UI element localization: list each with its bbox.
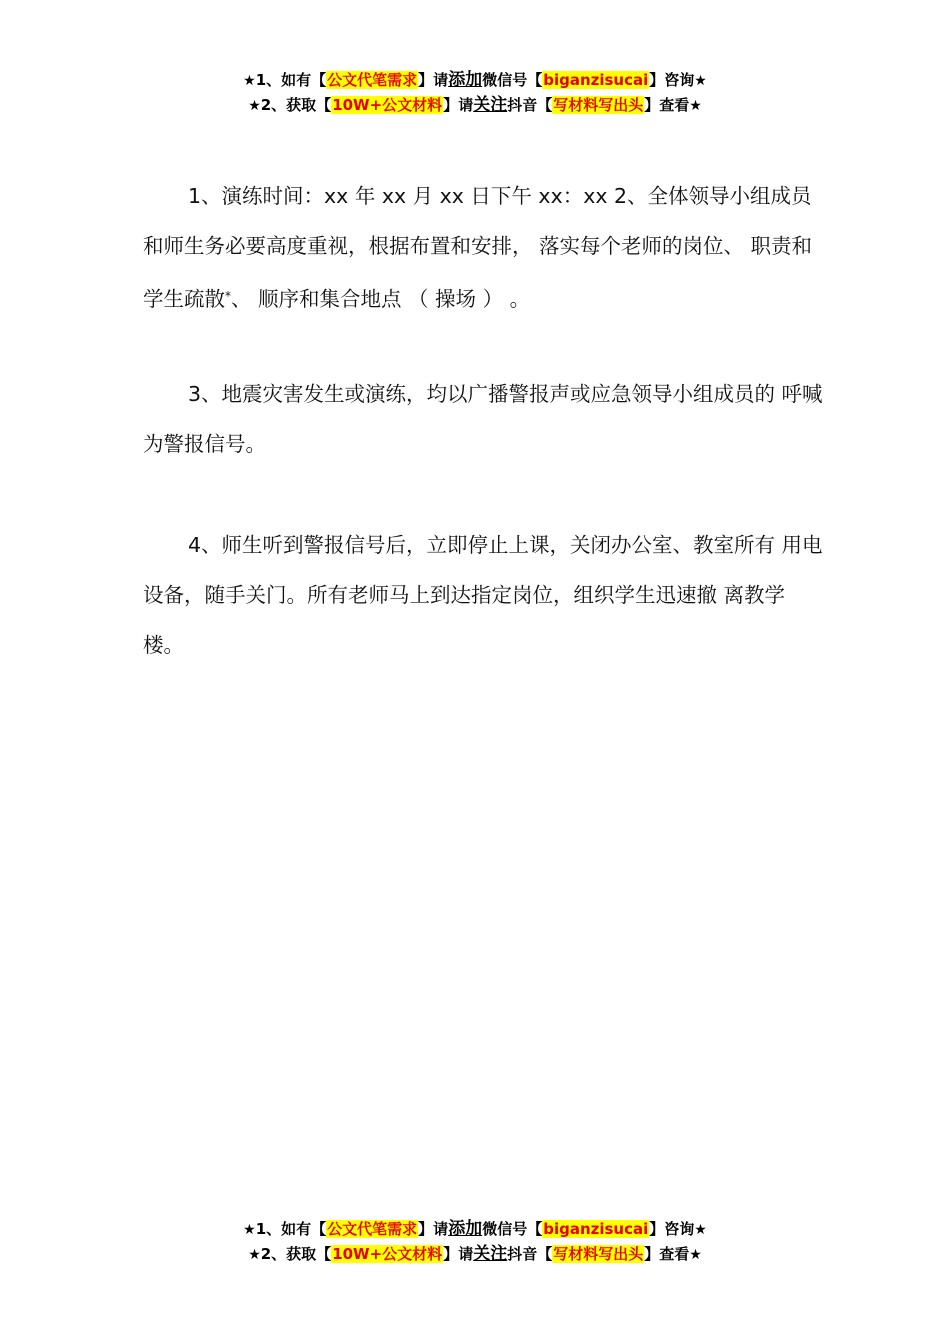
paragraph-3-text: 4、师生听到警报信号后，立即停止上课，关闭办公室、教室所有 用电设备，随手关门。所有老师马上到达指定岗位，组织学生迅速撤 离教学楼。 bbox=[143, 533, 823, 657]
header-banner-line-2 bbox=[0, 93, 950, 118]
banner-text: 】请 bbox=[443, 96, 474, 114]
star-icon: ★ bbox=[694, 1222, 707, 1238]
banner-text: 1、如有【 bbox=[255, 1220, 327, 1238]
banner-text: 】请 bbox=[418, 71, 449, 89]
banner-text: 抖音【 bbox=[507, 96, 553, 114]
star-icon: ★ bbox=[243, 1222, 256, 1238]
douyin-id-highlight: 写材料写出头 bbox=[553, 96, 644, 114]
emphasis-add-label: 添加 bbox=[448, 70, 483, 90]
highlight-service-label: 公文代笔需求 bbox=[327, 1220, 418, 1238]
banner-text: 1、如有【 bbox=[255, 71, 327, 89]
highlight-materials-label: 10W+公文材料 bbox=[332, 1245, 443, 1263]
star-icon: ★ bbox=[689, 98, 702, 114]
banner-text: 2、获取【 bbox=[260, 96, 332, 114]
paragraph-1-text: 1、演练时间：xx 年 xx 月 xx 日下午 xx：xx 2、全体领导小组成员和师生务必要高度重视，根据布置和安排， 落实每个老师的岗位、 职责和学生疏散 bbox=[143, 184, 813, 311]
wechat-id-highlight: biganzisucai bbox=[543, 1220, 649, 1238]
star-icon: ★ bbox=[689, 1247, 702, 1263]
highlight-materials-label: 10W+公文材料 bbox=[332, 96, 443, 114]
banner-text: 微信号【 bbox=[482, 71, 543, 89]
douyin-id-highlight: 写材料写出头 bbox=[553, 1245, 644, 1263]
star-icon: ★ bbox=[694, 73, 707, 89]
header-banner-line-1 bbox=[0, 68, 950, 93]
banner-text: 抖音【 bbox=[507, 1245, 553, 1263]
footer-banner-line-2 bbox=[0, 1242, 950, 1267]
emphasis-follow-label: 关注 bbox=[473, 95, 508, 115]
banner-text: 微信号【 bbox=[482, 1220, 543, 1238]
footer-banner-line-1 bbox=[0, 1217, 950, 1242]
banner-text: 】请 bbox=[443, 1245, 474, 1263]
star-icon: ★ bbox=[248, 1247, 261, 1263]
footer-banner bbox=[0, 1217, 950, 1267]
star-icon: ★ bbox=[248, 98, 261, 114]
emphasis-add-label: 添加 bbox=[448, 1219, 483, 1239]
wechat-id-highlight: biganzisucai bbox=[543, 71, 649, 89]
paragraph-1-tail: 、 顺序和集合地点 （ 操场 ） 。 bbox=[231, 287, 531, 311]
banner-text: 】咨询 bbox=[649, 1220, 695, 1238]
paragraph-2 bbox=[143, 369, 823, 469]
paragraph-3 bbox=[143, 520, 823, 670]
banner-text: 】咨询 bbox=[649, 71, 695, 89]
highlight-service-label: 公文代笔需求 bbox=[327, 71, 418, 89]
emphasis-follow-label: 关注 bbox=[473, 1244, 508, 1264]
banner-text: 】查看 bbox=[644, 96, 690, 114]
banner-text: 2、获取【 bbox=[260, 1245, 332, 1263]
paragraph-1-mark: * bbox=[225, 289, 231, 303]
paragraph-1 bbox=[143, 171, 823, 324]
banner-text: 】请 bbox=[418, 1220, 449, 1238]
header-banner bbox=[0, 68, 950, 118]
paragraph-2-text: 3、地震灾害发生或演练，均以广播警报声或应急领导小组成员的 呼喊为警报信号。 bbox=[143, 382, 823, 456]
star-icon: ★ bbox=[243, 73, 256, 89]
banner-text: 】查看 bbox=[644, 1245, 690, 1263]
